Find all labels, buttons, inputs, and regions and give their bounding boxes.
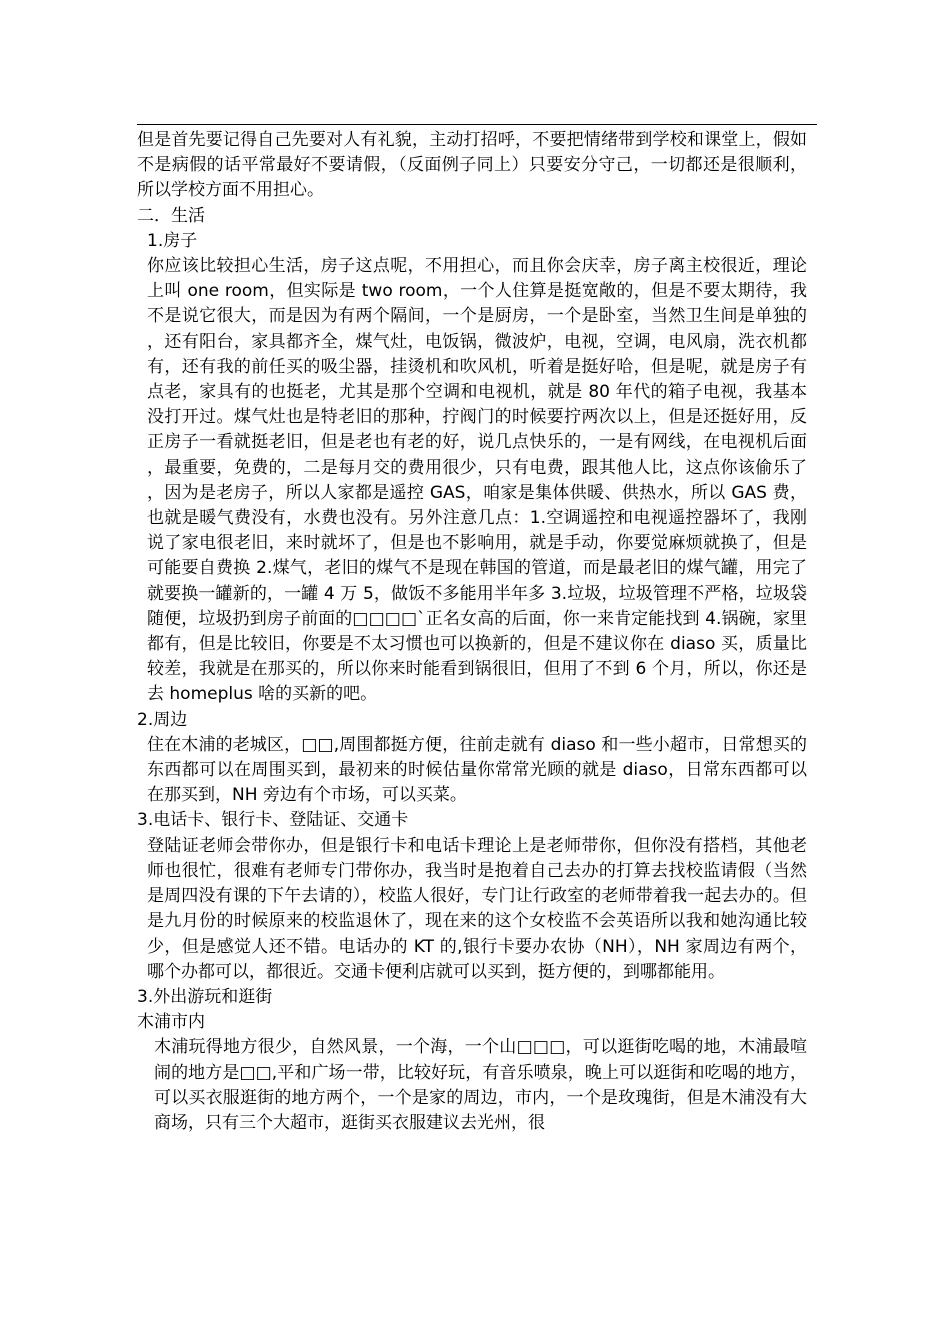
section-heading: 3.电话卡、银行卡、登陆证、交通卡 <box>137 810 409 831</box>
section-heading: 二．生活 <box>137 205 205 226</box>
paragraph: 你应该比较担心生活，房子这点呢，不用担心，而且你会庆幸，房子离主校很近，理论上叫 one room，但实际是 two room，一个人住算是挺宽敞的，但是不要太期待，我不是说它很大，而是因为有两个隔间，一个是厨房，一个是卧室，当然卫生间是单独的，还有阳台，家具都齐全，煤气灶，电饭锅，微波炉，电视，空调，电风扇，洗衣机都有，还有我的前任买的吸尘器，挂烫机和吹风机，听着是挺好哈，但是呢，就是房子有点老，家具有的也挺老，尤其是那个空调和电视机，就是 80 年代的箱子电视，我基本没打开过。煤气灶也是特老旧的那种，拧阀门的时候要拧两次以上，但是还挺好用，反正房子一看就挺老旧，但是老也有老的好，说几点快乐的，一是有网线，在电视机后面，最重要，免费的，二是每月交的费用很少，只有电费，跟其他人比，这点你该偷乐了，因为是老房子，所以人家都是遥控 GAS，咱家是集体供暖、供热水，所以 GAS 费，也就是暖气费没有，水费也没有。另外注意几点：1.空调遥控和电视遥控器坏了，我刚说了家电很老旧，来时就坏了，但是也不影响用，就是手动，你要觉麻烦就换了，但是可能要自费换 2.煤气，老旧的煤气不是现在韩国的管道，而是最老旧的煤气罐，用完了就要换一罐新的，一罐 4 万 5，做饭不多能用半年多 3.垃圾，垃圾管理不严格，垃圾袋随便，垃圾扔到房子前面的□□□□`正名女高的后面，你一来肯定能找到 4.锅碗，家里都有，但是比较旧，你要是不太习惯也可以换新的，但是不建议你在 diaso 买，质量比较差，我就是在那买的，所以你来时能看到锅很旧，但用了不到 6 个月，所以，你还是去 homeplus 啥的买新的吧。 <box>147 256 807 705</box>
paragraph: 木浦玩得地方很少，自然风景，一个海，一个山□□□，可以逛街吃喝的地，木浦最喧闹的地方是□□,平和广场一带，比较好玩，有音乐喷泉，晚上可以逛街和吃喝的地方，可以买衣服逛街的地方两个，一个是家的周边，市内，一个是玫瑰街，但是木浦没有大商场，只有三个大超市，逛街买衣服建议去光州，很 <box>154 1037 807 1133</box>
header-rule <box>137 124 817 125</box>
document-body <box>137 128 807 1136</box>
paragraph: 登陆证老师会带你办，但是银行卡和电话卡理论上是老师带你，但你没有搭档，其他老师也很忙，很难有老师专门带你办，我当时是抱着自己去办的打算去找校监请假（当然是周四没有课的下午去请的），校监人很好，专门让行政室的老师带着我一起去办的。但是九月份的时候原来的校监退休了，现在来的这个女校监不会英语所以我和她沟通比较少，但是感觉人还不错。电话办的 KT 的,银行卡要办农协（NH），NH 家周边有两个，哪个办都可以，都很近。交通卡便利店就可以买到，挺方便的，到哪都能用。 <box>147 835 807 982</box>
section-heading: 1.房子 <box>147 230 198 251</box>
section-heading: 木浦市内 <box>137 1012 205 1033</box>
paragraph: 住在木浦的老城区，□□,周围都挺方便，往前走就有 diaso 和一些小超市，日常想买的东西都可以在周围买到，最初来的时候估量你常常光顾的就是 diaso，日常东西都可以在那买到，NH 旁边有个市场，可以买菜。 <box>147 734 807 806</box>
section-heading: 3.外出游玩和逛街 <box>137 986 273 1007</box>
paragraph: 但是首先要记得自己先要对人有礼貌，主动打招呼，不要把情绪带到学校和课堂上，假如不是病假的话平常最好不要请假，（反面例子同上）只要安分守己，一切都还是很顺利，所以学校方面不用担心。 <box>137 130 807 201</box>
section-heading: 2.周边 <box>137 709 188 730</box>
document-page <box>137 0 817 1344</box>
